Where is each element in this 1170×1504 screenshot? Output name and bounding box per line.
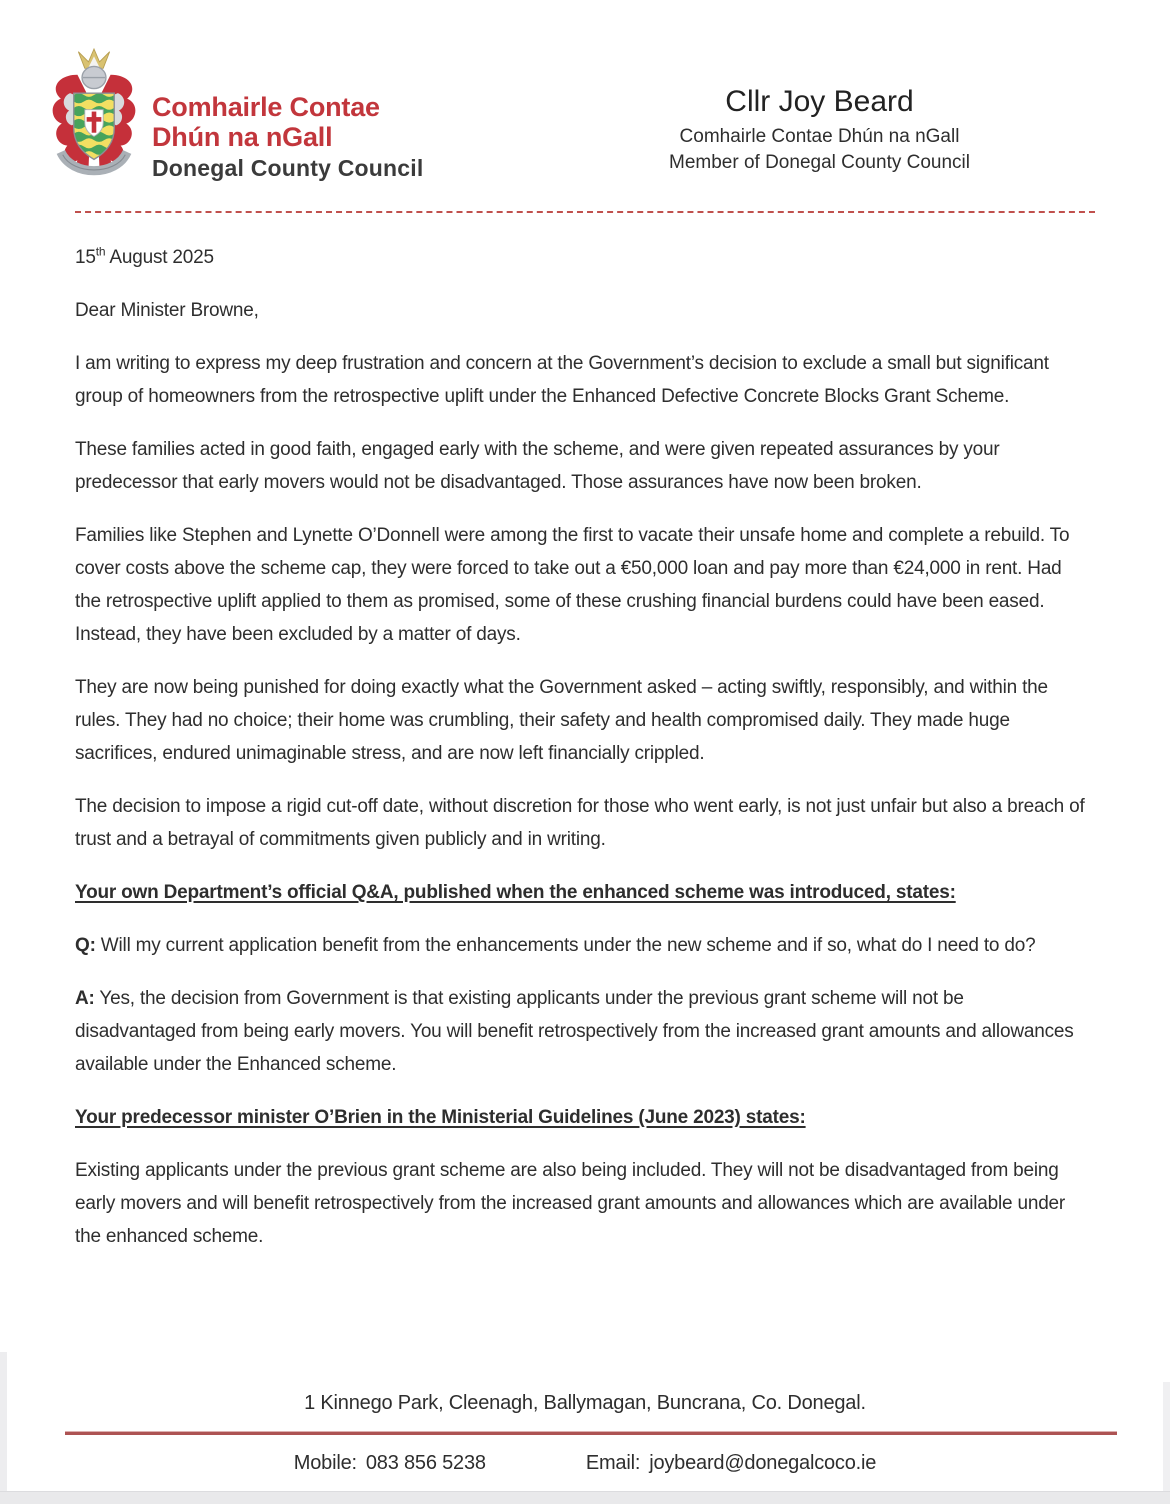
- closing-paragraph: Existing applicants under the previous grant scheme are also being included. They will not be disadvantaged from being early movers and will benefit retrospectively from the increased grant amounts and allowances which are available under the enhanced scheme.: [75, 1160, 1066, 1247]
- footer-divider: [65, 1431, 1117, 1435]
- question-line: [75, 929, 1088, 962]
- paragraph-5: The decision to impose a rigid cut-off date, without discretion for those who went early, is not just unfair but also a breach of trust and a betrayal of commitments given publicly and in writing.: [75, 796, 1085, 850]
- question-text: Will my current application benefit from the enhancements under the new scheme and if so, what do I need to do?: [95, 935, 1036, 956]
- logo-line-1: Comhairle Contae: [152, 92, 380, 122]
- date-ordinal: th: [95, 244, 106, 259]
- letterhead: [0, 0, 1170, 193]
- page-edge-right: [1163, 1382, 1170, 1492]
- paragraph-1: I am writing to express my deep frustration and concern at the Government’s decision to exclude a small but significant group of homeowners from the retrospective uplift under the Enhanced Defective Concrete Blocks Grant Scheme.: [75, 353, 1049, 407]
- date-day: 15: [75, 247, 96, 268]
- paragraph-3: Families like Stephen and Lynette O’Donnell were among the first to vacate their unsafe home and complete a rebuild. To cover costs above the scheme cap, they were forced to take out a €50,000 loan and pay more than €24,000 in rent. Had the retrospective uplift applied to them as promised, some of these crushing financial burdens could have been eased. Instead, they have been excluded by a matter of days.: [75, 525, 1070, 645]
- date-line: [75, 241, 1088, 274]
- mobile-label: Mobile:: [293, 1452, 357, 1474]
- paragraph-4: They are now being punished for doing exactly what the Government asked – acting swiftly, responsibly, and within the rules. They had no choice; their home was crumbling, their safety and health compromised daily. They made huge sacrifices, endured unimaginable stress, and are now left financially crippled.: [75, 677, 1048, 764]
- page-bottom-edge: [0, 1491, 1170, 1504]
- letter-body: [0, 213, 1170, 1253]
- council-crest-logo: [48, 48, 140, 193]
- salutation: Dear Minister Browne,: [75, 300, 259, 321]
- question-label: Q:: [75, 935, 96, 956]
- footer-address: 1 Kinnego Park, Cleenagh, Ballymagan, Buncrana, Co. Donegal.: [304, 1392, 866, 1414]
- page-edge-left: [0, 1352, 7, 1492]
- sender-name: Cllr Joy Beard: [725, 85, 914, 118]
- date-rest: August 2025: [105, 247, 214, 268]
- answer-label: A:: [75, 988, 95, 1009]
- contact-mobile: [294, 1452, 486, 1475]
- qa-heading: Your own Department’s official Q&A, published when the enhanced scheme was introduced, states:: [75, 882, 956, 903]
- answer-line: [75, 982, 1088, 1081]
- sender-block: [669, 84, 970, 176]
- logo-line-2: Dhún na nGall: [152, 122, 333, 152]
- mobile-value: 083 856 5238: [365, 1452, 486, 1474]
- sender-role: Member of Donegal County Council: [669, 152, 970, 173]
- email-value: joybeard@donegalcoco.ie: [649, 1452, 877, 1474]
- guidelines-heading: Your predecessor minister O’Brien in the Ministerial Guidelines (June 2023) states:: [75, 1107, 806, 1128]
- sender-org: Comhairle Contae Dhún na nGall: [679, 126, 960, 147]
- council-crest-icon: [48, 48, 140, 188]
- footer-contacts: [0, 1452, 1170, 1475]
- email-label: Email:: [585, 1452, 641, 1474]
- council-logo-text: [152, 92, 423, 184]
- answer-text: Yes, the decision from Government is that existing applicants under the previous grant scheme will not be disadvantaged from being early movers. You will benefit retrospectively from the increased grant amounts and allowances available under the Enhanced scheme.: [75, 988, 1074, 1075]
- paragraph-2: These families acted in good faith, engaged early with the scheme, and were given repeated assurances by your predecessor that early movers would not be disadvantaged. Those assurances have now been broken.: [75, 439, 1000, 493]
- logo-line-3: Donegal County Council: [152, 155, 424, 181]
- contact-email: [586, 1452, 876, 1475]
